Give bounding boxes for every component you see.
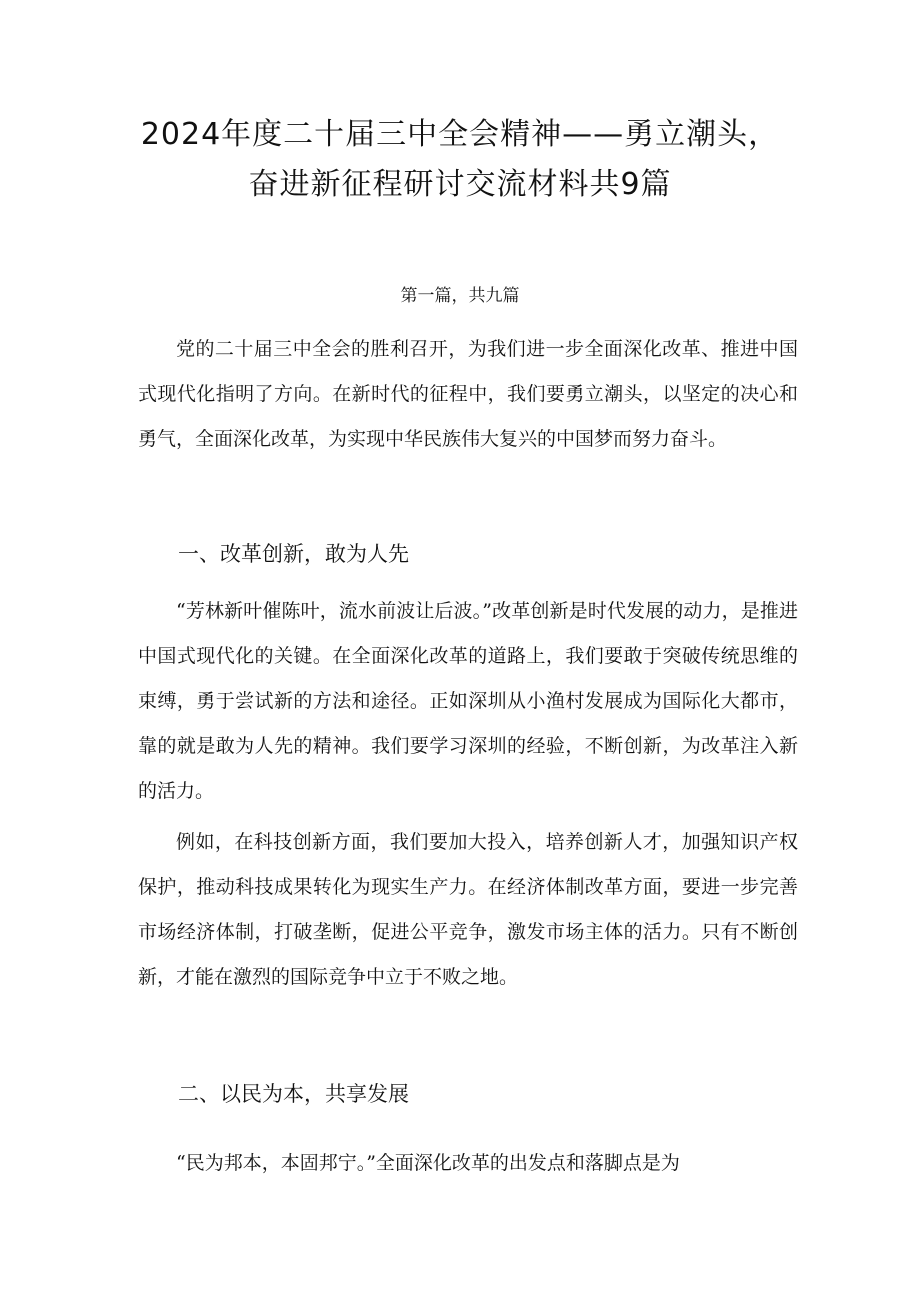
- section-heading-1: 一、改革创新，敢为人先: [178, 542, 409, 566]
- section-heading-2: 二、以民为本，共享发展: [178, 1082, 409, 1106]
- section1-paragraph-2: 例如，在科技创新方面，我们要加大投入，培养创新人才，加强知识产权保护，推动科技成果转化为现实生产力。在经济体制改革方面，要进一步完善市场经济体制，打破垄断，促进公平竞争，激发市场主体的活力。只有不断创新，才能在激烈的国际竞争中立于不败之地。: [138, 831, 798, 988]
- document-subtitle: 第一篇，共九篇: [400, 286, 520, 306]
- section2-paragraph-1: “民为邦本，本固邦宁。”全面深化改革的出发点和落脚点是为: [176, 1152, 680, 1174]
- document-title: 2024年度二十届三中全会精神——勇立潮头，奋进新征程研讨交流材料共9篇: [140, 117, 780, 202]
- section1-paragraph-1: “芳林新叶催陈叶，流水前波让后波。”改革创新是时代发展的动力，是推进中国式现代化的关键。在全面深化改革的道路上，我们要敢于突破传统思维的束缚，勇于尝试新的方法和途径。正如深圳从小渔村发展成为国际化大都市，靠的就是敢为人先的精神。我们要学习深圳的经验，不断创新，为改革注入新的活力。: [138, 600, 798, 802]
- intro-paragraph: 党的二十届三中全会的胜利召开，为我们进一步全面深化改革、推进中国式现代化指明了方向。在新时代的征程中，我们要勇立潮头，以坚定的决心和勇气，全面深化改革，为实现中华民族伟大复兴的中国梦而努力奋斗。: [138, 338, 798, 450]
